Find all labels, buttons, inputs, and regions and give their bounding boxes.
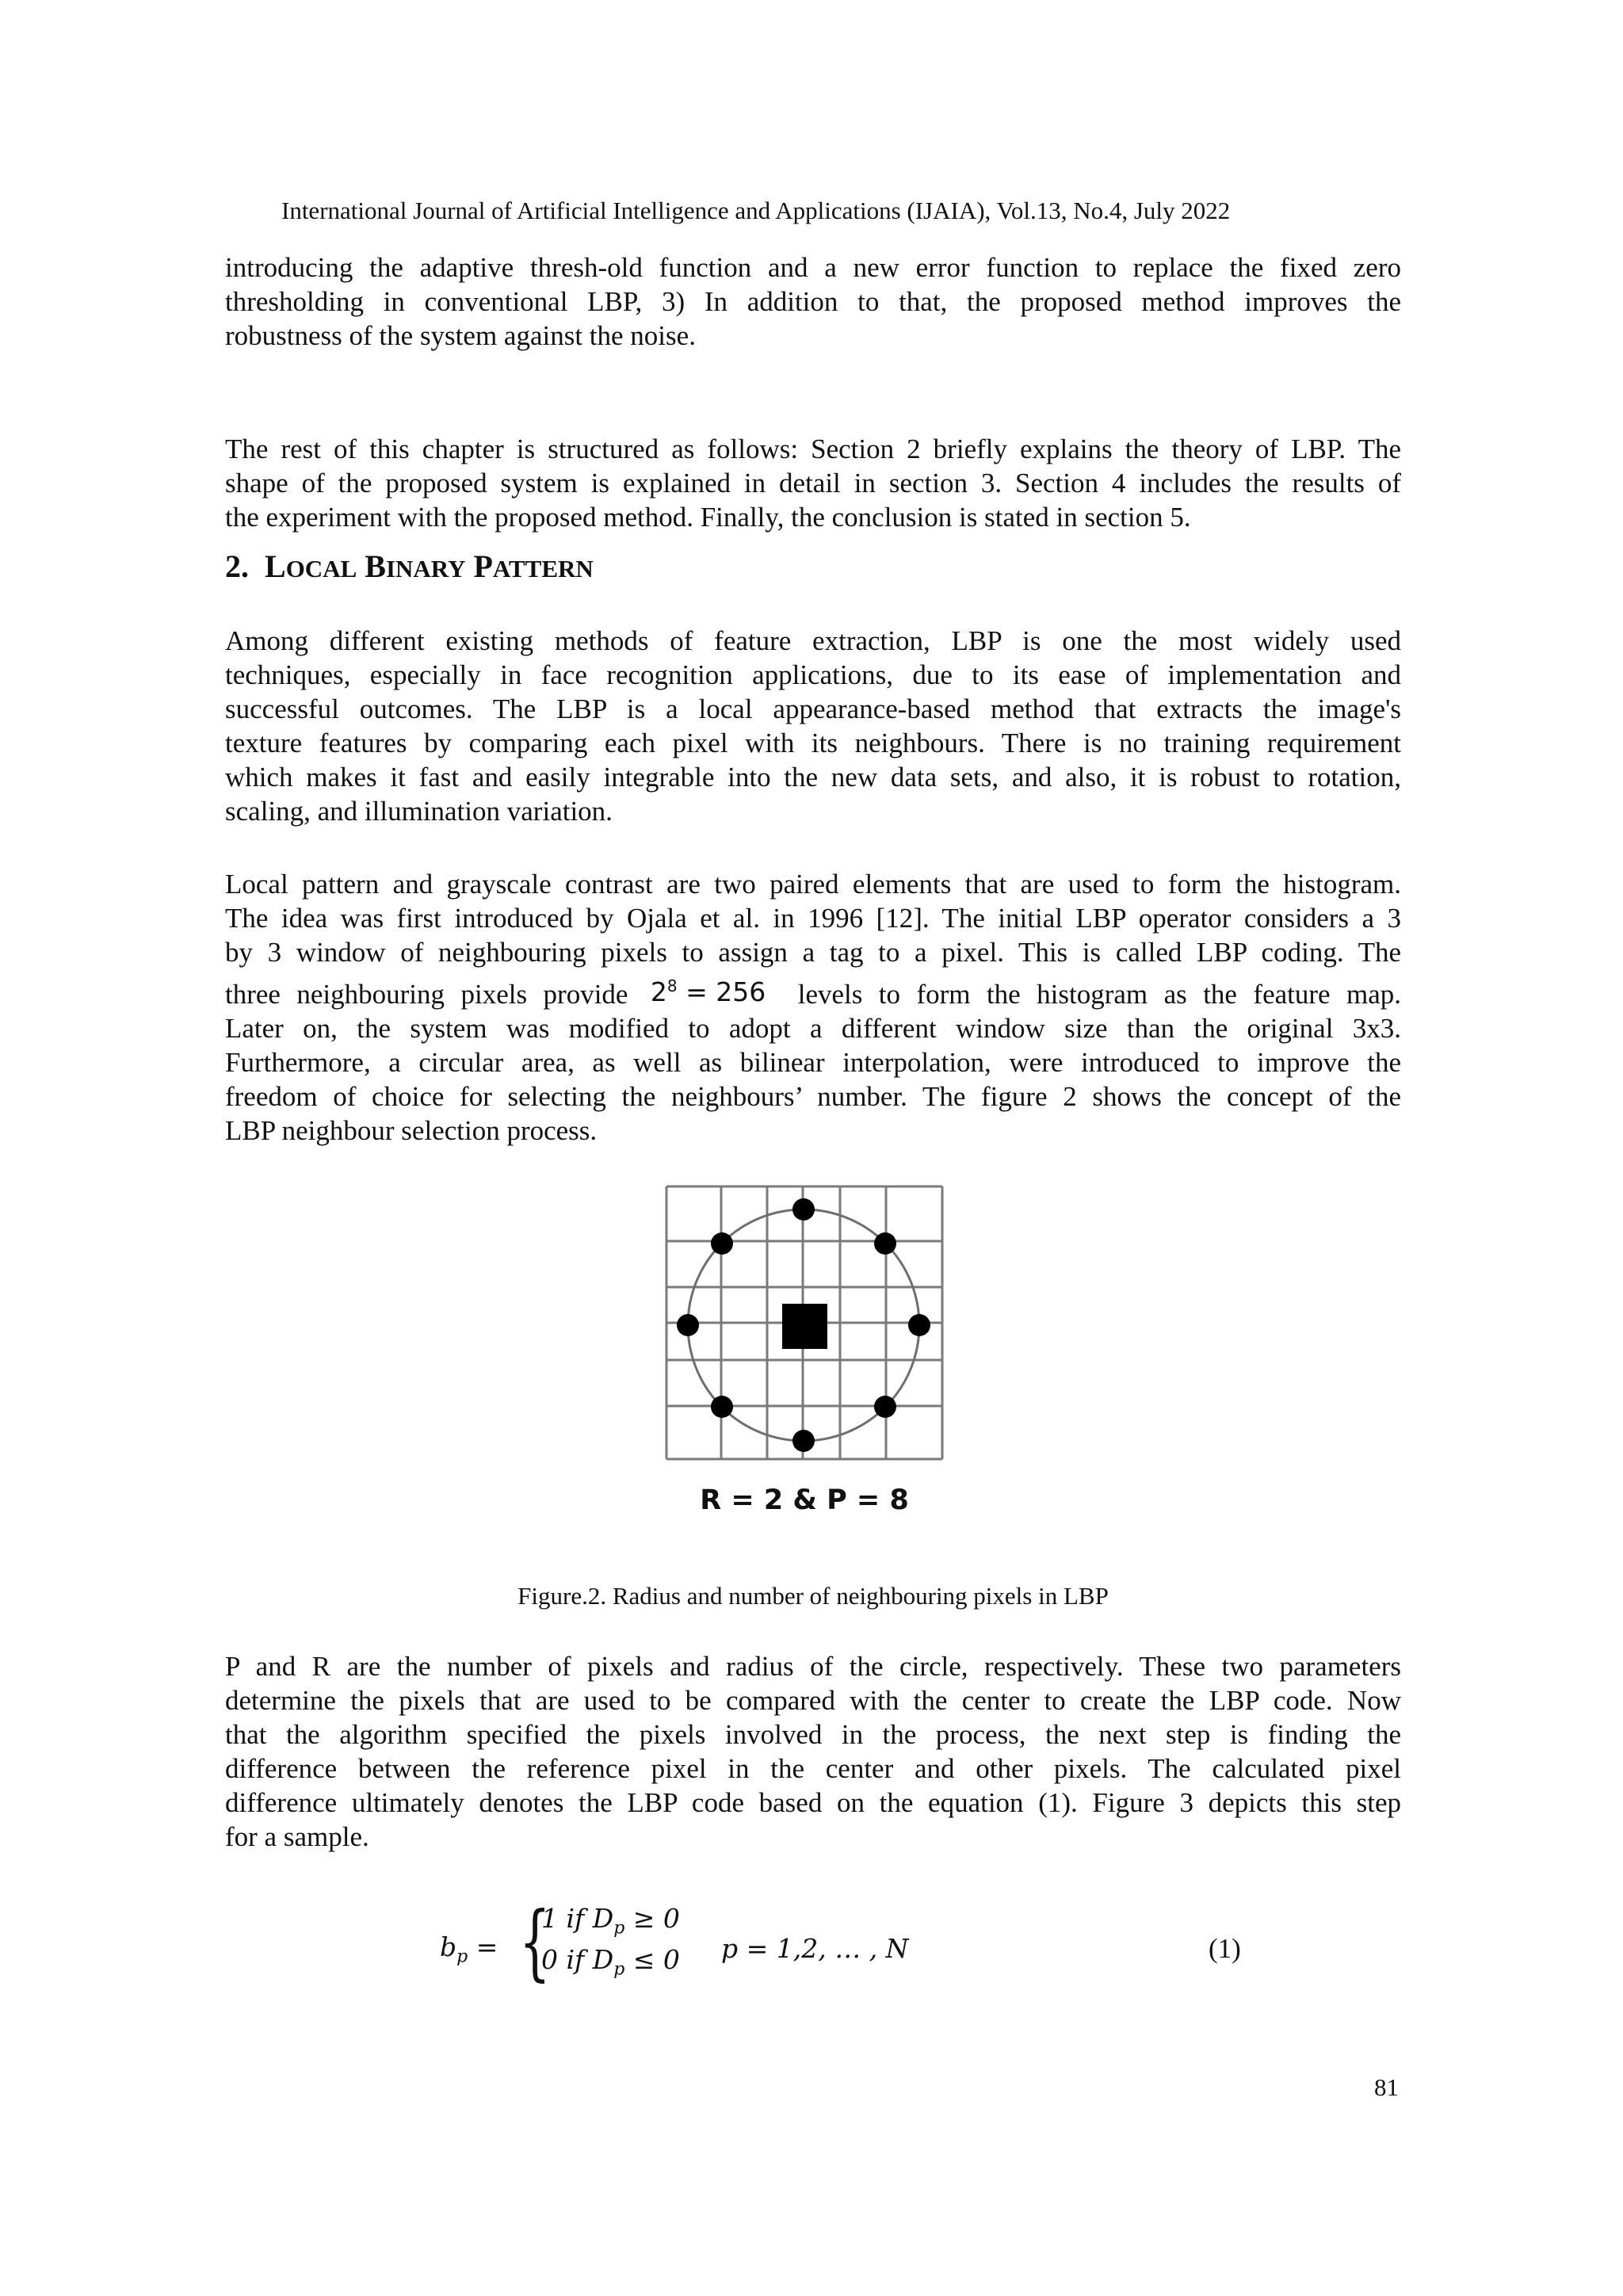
paragraph-structure <box>225 432 1401 534</box>
equation-case-1: 1 if $D_p \ge 0$ <box>541 1903 680 1939</box>
text-line: determine the pixels that are used to be compared with the center to create the LBP code. Now <box>225 1685 1401 1716</box>
running-header: International Journal of Artificial Intelligence and Applications (IJAIA), Vol.13, No.4, July 2022 <box>281 197 1231 224</box>
paragraph-lbp-overview <box>225 624 1401 828</box>
text-line: difference between the reference pixel in the center and other pixels. The calculated pixel <box>225 1753 1401 1784</box>
text-line: texture features by comparing each pixel with its neighbours. There is no training requirement <box>225 728 1401 758</box>
text-line: the experiment with the proposed method. Finally, the conclusion is stated in section 5. <box>225 502 1191 533</box>
text-line: Furthermore, a circular area, as well as bilinear interpolation, were introduced to improve the <box>225 1047 1401 1078</box>
neighbour-point <box>711 1396 733 1418</box>
text-line: shape of the proposed system is explained in detail in section 3. Section 4 includes the results of <box>225 468 1401 499</box>
text-line: Local pattern and grayscale contrast are two paired elements that are used to form the histogram. <box>225 869 1401 900</box>
text-line: scaling, and illumination variation. <box>225 796 613 827</box>
text-line: Among different existing methods of feature extraction, LBP is one the most widely used <box>225 625 1401 656</box>
equation-case-2: 0 if $D_p \le 0$ <box>541 1944 680 1980</box>
text-line: The idea was first introduced by Ojala et al. in 1996 [12]. The initial LBP operator considers a 3 <box>225 903 1401 934</box>
text-line: freedom of choice for selecting the neighbours’ number. The figure 2 shows the concept of the <box>225 1081 1401 1112</box>
paragraph-parameters <box>225 1649 1401 1854</box>
figure-caption: Figure.2. Radius and number of neighbouring pixels in LBP <box>517 1582 1109 1610</box>
lbp-neighbourhood-figure <box>664 1184 945 1461</box>
heading-word: BINARY <box>365 548 466 584</box>
center-pixel <box>782 1304 827 1349</box>
heading-word: PATTERN <box>473 548 594 584</box>
equation-1 <box>440 1893 1391 2001</box>
equation-number: (1) <box>1209 1933 1241 1964</box>
text-line: difference ultimately denotes the LBP code based on the equation (1). Figure 3 depicts this step <box>225 1787 1401 1818</box>
text-line: Later on, the system was modified to adopt a different window size than the original 3x3. <box>225 1013 1401 1044</box>
text-line: robustness of the system against the noise. <box>225 320 696 351</box>
equation-lhs: $b_p$ = <box>440 1931 498 1967</box>
section-heading <box>225 547 594 589</box>
text-line: P and R are the number of pixels and radius of the circle, respectively. These two parameters <box>225 1651 1401 1682</box>
neighbour-point <box>792 1198 815 1221</box>
text-line: techniques, especially in face recognition applications, due to its ease of implementation and <box>225 659 1401 690</box>
text-line: that the algorithm specified the pixels involved in the process, the next step is finding the <box>225 1719 1401 1750</box>
text-line: which makes it fast and easily integrable into the new data sets, and also, it is robust to rotation, <box>225 762 1401 793</box>
section-number: 2. <box>225 548 249 584</box>
text-line: introducing the adaptive thresh-old function and a new error function to replace the fixed zero <box>225 252 1401 283</box>
text-line: The rest of this chapter is structured as follows: Section 2 briefly explains the theory of LBP. The <box>225 434 1401 464</box>
text-line: LBP neighbour selection process. <box>225 1115 598 1146</box>
text-line: for a sample. <box>225 1821 369 1852</box>
text-line: thresholding in conventional LBP, 3) In addition to that, the proposed method improves the <box>225 286 1401 317</box>
figure-parameter-label: R = 2 & P = 8 <box>700 1484 909 1516</box>
inline-formula: $2^8 = 256$ <box>650 976 766 1007</box>
equation-range: p = 1,2, … , N <box>721 1933 909 1964</box>
page-number: 81 <box>1374 2073 1399 2101</box>
heading-word: LOCAL <box>265 548 357 584</box>
text-line: successful outcomes. The LBP is a local appearance-based method that extracts the image's <box>225 693 1401 724</box>
text-line: by 3 window of neighbouring pixels to assign a tag to a pixel. This is called LBP coding. The <box>225 937 1401 968</box>
left-brace: { <box>519 1893 551 1990</box>
neighbour-point <box>711 1232 733 1255</box>
text-line-with-formula: three neighbouring pixels provide $2^8 = 256$ levels to form the histogram as the feature map. <box>225 969 1401 1011</box>
neighbour-point <box>874 1232 896 1255</box>
paragraph-lbp-history <box>225 867 1401 1148</box>
neighbour-point <box>792 1430 815 1452</box>
neighbour-point <box>874 1396 896 1418</box>
neighbour-point <box>908 1314 930 1336</box>
neighbour-point <box>677 1314 699 1336</box>
paragraph-intro-continuation <box>225 250 1401 353</box>
